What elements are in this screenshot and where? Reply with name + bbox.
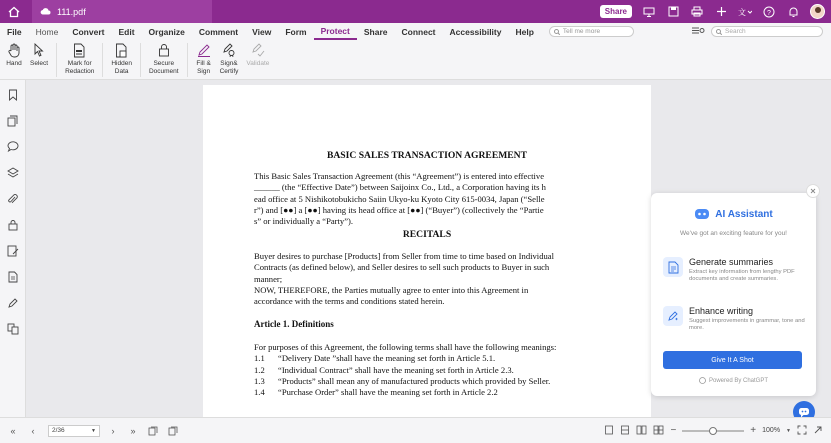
page-number-input[interactable] xyxy=(48,425,100,437)
save-icon[interactable] xyxy=(666,5,680,19)
ai-assistant-header xyxy=(651,208,816,221)
collapse-icon[interactable] xyxy=(813,425,823,437)
sign-certify-label-1: Sign& xyxy=(220,60,238,67)
ai-assistant-icon xyxy=(694,208,710,221)
pdf-page[interactable] xyxy=(203,85,651,417)
definition-item xyxy=(254,365,601,376)
secure-document-button[interactable] xyxy=(145,40,183,75)
menu-connect[interactable]: Connect xyxy=(401,26,436,37)
intro-line: ead office at 5 Nishikotobukicho Saiin Ukyo-ku Kyoto City 615-0034, Japan (“Selle xyxy=(254,193,545,204)
cloud-icon xyxy=(40,7,51,17)
menu-comment[interactable]: Comment xyxy=(198,26,239,37)
signature-panel-icon[interactable] xyxy=(6,244,19,257)
menu-form[interactable]: Form xyxy=(285,26,307,37)
definition-number: 1.2 xyxy=(254,364,265,375)
article-heading: Article 1. Definitions xyxy=(254,319,334,329)
sign-certify-button[interactable] xyxy=(216,40,243,75)
two-page-view-icon[interactable] xyxy=(636,425,647,437)
cursor-icon xyxy=(31,42,47,58)
intro-paragraph xyxy=(254,171,601,227)
fill-sign-label-2: Sign xyxy=(197,67,211,75)
layers-icon[interactable] xyxy=(6,166,19,179)
menu-convert[interactable]: Convert xyxy=(72,26,105,37)
give-it-a-shot-button[interactable]: Give It A Shot xyxy=(663,351,802,369)
secure-document-label-1: Secure xyxy=(153,60,175,67)
search-placeholder: Search xyxy=(725,28,746,35)
search-icon xyxy=(554,29,560,35)
definition-text: “Purchase Order” shall have the meaning set forth in Article 2.2 xyxy=(278,387,498,398)
definitions-list xyxy=(254,342,601,398)
hand-label: Hand xyxy=(6,60,22,67)
ai-assistant-subtitle: We've got an exciting feature for you! xyxy=(680,230,787,237)
recitals-line: Buyer desires to purchase [Products] from Seller from time to time based on Individual xyxy=(254,251,554,261)
select-label: Select xyxy=(30,60,49,67)
ribbon-divider xyxy=(56,43,57,77)
definition-number: 1.3 xyxy=(254,375,265,386)
recitals-paragraph xyxy=(254,251,601,307)
fill-sign-button[interactable] xyxy=(192,40,216,75)
powered-by-label: Powered By ChatGPT xyxy=(708,377,769,384)
edit-signature-icon[interactable] xyxy=(6,296,19,309)
sign-certify-icon xyxy=(221,42,237,58)
bookmark-icon[interactable] xyxy=(6,88,19,101)
summary-icon xyxy=(663,257,683,277)
svg-text:?: ? xyxy=(767,9,771,17)
definition-text: “Products” shall mean any of manufactured products which provided by Seller. xyxy=(278,375,551,386)
share-button[interactable]: Share xyxy=(600,5,632,18)
intro-line: This Basic Sales Transaction Agreement (this “Agreement”) is entered into effective xyxy=(254,171,545,181)
definition-item xyxy=(254,353,601,364)
menu-edit[interactable]: Edit xyxy=(118,26,135,37)
writing-icon xyxy=(663,306,683,326)
chat-bot-icon xyxy=(798,407,810,418)
title-bar xyxy=(0,0,831,23)
definition-number: 1.1 xyxy=(254,353,265,364)
add-icon[interactable] xyxy=(714,5,728,19)
feature-description: Suggest improvements in grammar, tone and more. xyxy=(689,318,805,332)
first-page-icon[interactable]: « xyxy=(10,425,16,436)
single-page-view-icon[interactable] xyxy=(604,425,614,437)
hand-icon xyxy=(6,42,22,58)
page-number-value: 2/36 xyxy=(52,427,65,434)
recitals-line: manner; xyxy=(254,273,283,284)
feature-description: Extract key information from lengthy PDF documents and create summaries. xyxy=(689,269,795,283)
tell-me-input[interactable] xyxy=(549,26,634,37)
close-icon xyxy=(810,188,816,194)
definition-number: 1.4 xyxy=(254,387,265,398)
ribbon-divider xyxy=(140,43,141,77)
compare-icon[interactable] xyxy=(6,322,19,335)
recitals-line: NOW, THEREFORE, the Parties mutually agree to enter into this Agreement in xyxy=(254,284,529,295)
menu-organize[interactable]: Organize xyxy=(148,26,185,37)
status-bar xyxy=(0,417,831,443)
fit-page-icon[interactable] xyxy=(146,424,160,438)
home-icon[interactable] xyxy=(0,0,28,23)
menu-accessibility[interactable]: Accessibility xyxy=(449,26,502,37)
chevron-down-icon[interactable]: ▼ xyxy=(786,427,791,434)
zoom-slider-knob[interactable] xyxy=(709,427,717,435)
zoom-level[interactable]: 100% xyxy=(762,427,781,434)
document-icon[interactable] xyxy=(6,270,19,283)
sign-certify-label-2: Certify xyxy=(219,67,239,75)
attachment-icon[interactable] xyxy=(6,192,19,205)
last-page-icon[interactable]: » xyxy=(130,425,136,436)
definition-item xyxy=(254,376,601,387)
tell-me-placeholder: Tell me more xyxy=(562,28,601,35)
hidden-data-label-1: Hidden xyxy=(111,60,132,67)
close-ai-panel-button[interactable] xyxy=(806,184,820,198)
mark-redaction-label-2: Redaction xyxy=(65,67,95,75)
secure-document-label-2: Document xyxy=(148,67,179,75)
definition-text: “Individual Contract” shall have the meaning set forth in Article 2.3. xyxy=(278,364,514,375)
menu-file[interactable]: File xyxy=(7,26,22,37)
scroll-view-icon[interactable] xyxy=(620,425,630,437)
powered-by xyxy=(651,377,816,384)
zoom-out-icon[interactable]: − xyxy=(670,425,677,436)
document-tab[interactable] xyxy=(32,0,212,23)
intro-line: ______ (the “Effective Date”) between Saijoinx Co., Ltd., a Corporation having its h xyxy=(254,182,546,193)
ai-assistant-title: AI Assistant xyxy=(715,209,773,220)
validate-button[interactable] xyxy=(242,40,273,68)
present-icon[interactable] xyxy=(642,5,656,19)
hand-tool-button[interactable] xyxy=(2,40,26,68)
feature-generate-summaries xyxy=(663,257,808,283)
mark-for-redaction-button[interactable] xyxy=(61,40,98,75)
two-page-scroll-icon[interactable] xyxy=(653,425,664,437)
menu-view[interactable]: View xyxy=(252,26,272,37)
feature-title: Generate summaries xyxy=(689,257,774,267)
zoom-in-icon[interactable]: + xyxy=(750,425,757,436)
feature-title: Enhance writing xyxy=(689,306,754,316)
recitals-heading: RECITALS xyxy=(402,229,452,240)
feature-enhance-writing xyxy=(663,306,808,332)
fullscreen-icon[interactable] xyxy=(797,425,807,437)
chevron-down-icon: ▼ xyxy=(91,427,96,434)
ai-assistant-panel xyxy=(651,193,816,396)
lock-icon xyxy=(156,42,172,58)
left-sidebar xyxy=(0,80,26,417)
fill-sign-label-1: Fill & xyxy=(196,60,211,67)
mark-redaction-label-1: Mark for xyxy=(67,60,92,67)
fit-width-icon[interactable] xyxy=(166,424,180,438)
menu-share[interactable]: Share xyxy=(363,26,388,37)
notification-bell-icon[interactable] xyxy=(786,5,800,19)
intro-line: r”) and [●●] a [●●] having its head office at [●●] (“Buyer”) (collectively the “Partie xyxy=(254,204,544,215)
validate-icon xyxy=(250,42,266,58)
definition-item xyxy=(254,387,601,398)
menu-protect[interactable]: Protect xyxy=(314,23,357,40)
ribbon-divider xyxy=(187,43,188,77)
select-tool-button[interactable] xyxy=(26,40,52,68)
menu-bar xyxy=(0,23,831,40)
definitions-intro: For purposes of this Agreement, the following terms shall have the following meanings: xyxy=(254,342,557,352)
zoom-slider[interactable] xyxy=(682,430,744,432)
document-title: BASIC SALES TRANSACTION AGREEMENT xyxy=(326,150,527,161)
comment-icon[interactable] xyxy=(6,140,19,153)
chatgpt-icon xyxy=(699,377,706,384)
help-icon[interactable] xyxy=(762,5,776,19)
print-icon[interactable] xyxy=(690,5,704,19)
protect-ribbon xyxy=(0,40,831,80)
previous-page-icon[interactable]: ‹ xyxy=(31,425,35,436)
document-tab-label: 111.pdf xyxy=(57,6,86,17)
user-avatar[interactable] xyxy=(810,4,825,19)
translate-icon[interactable] xyxy=(738,5,752,19)
redaction-icon xyxy=(72,42,88,58)
menu-help[interactable]: Help xyxy=(515,26,534,37)
next-page-icon[interactable]: › xyxy=(111,425,115,436)
svg-text:文: 文 xyxy=(738,7,746,17)
definition-text: “Delivery Date ”shall have the meaning set forth in Article 5.1. xyxy=(278,353,496,364)
recitals-line: accordance with the terms and conditions stated herein. xyxy=(254,296,445,307)
thumbnails-icon[interactable] xyxy=(6,114,19,127)
layout-settings-icon[interactable] xyxy=(691,26,705,37)
security-icon[interactable] xyxy=(6,218,19,231)
menu-home[interactable]: Home xyxy=(35,26,59,37)
search-icon xyxy=(716,29,722,35)
intro-line: s” or individually a “Party”). xyxy=(254,216,354,227)
search-input[interactable] xyxy=(711,26,823,37)
pen-icon xyxy=(196,42,212,58)
hidden-data-button[interactable] xyxy=(107,40,136,75)
validate-label: Validate xyxy=(246,60,270,67)
hidden-data-icon xyxy=(114,42,130,58)
recitals-line: Contracts (as defined below), and Seller desires to sell such products to Buyer in such xyxy=(254,262,550,273)
ribbon-divider xyxy=(102,43,103,77)
hidden-data-label-2: Data xyxy=(114,67,129,75)
